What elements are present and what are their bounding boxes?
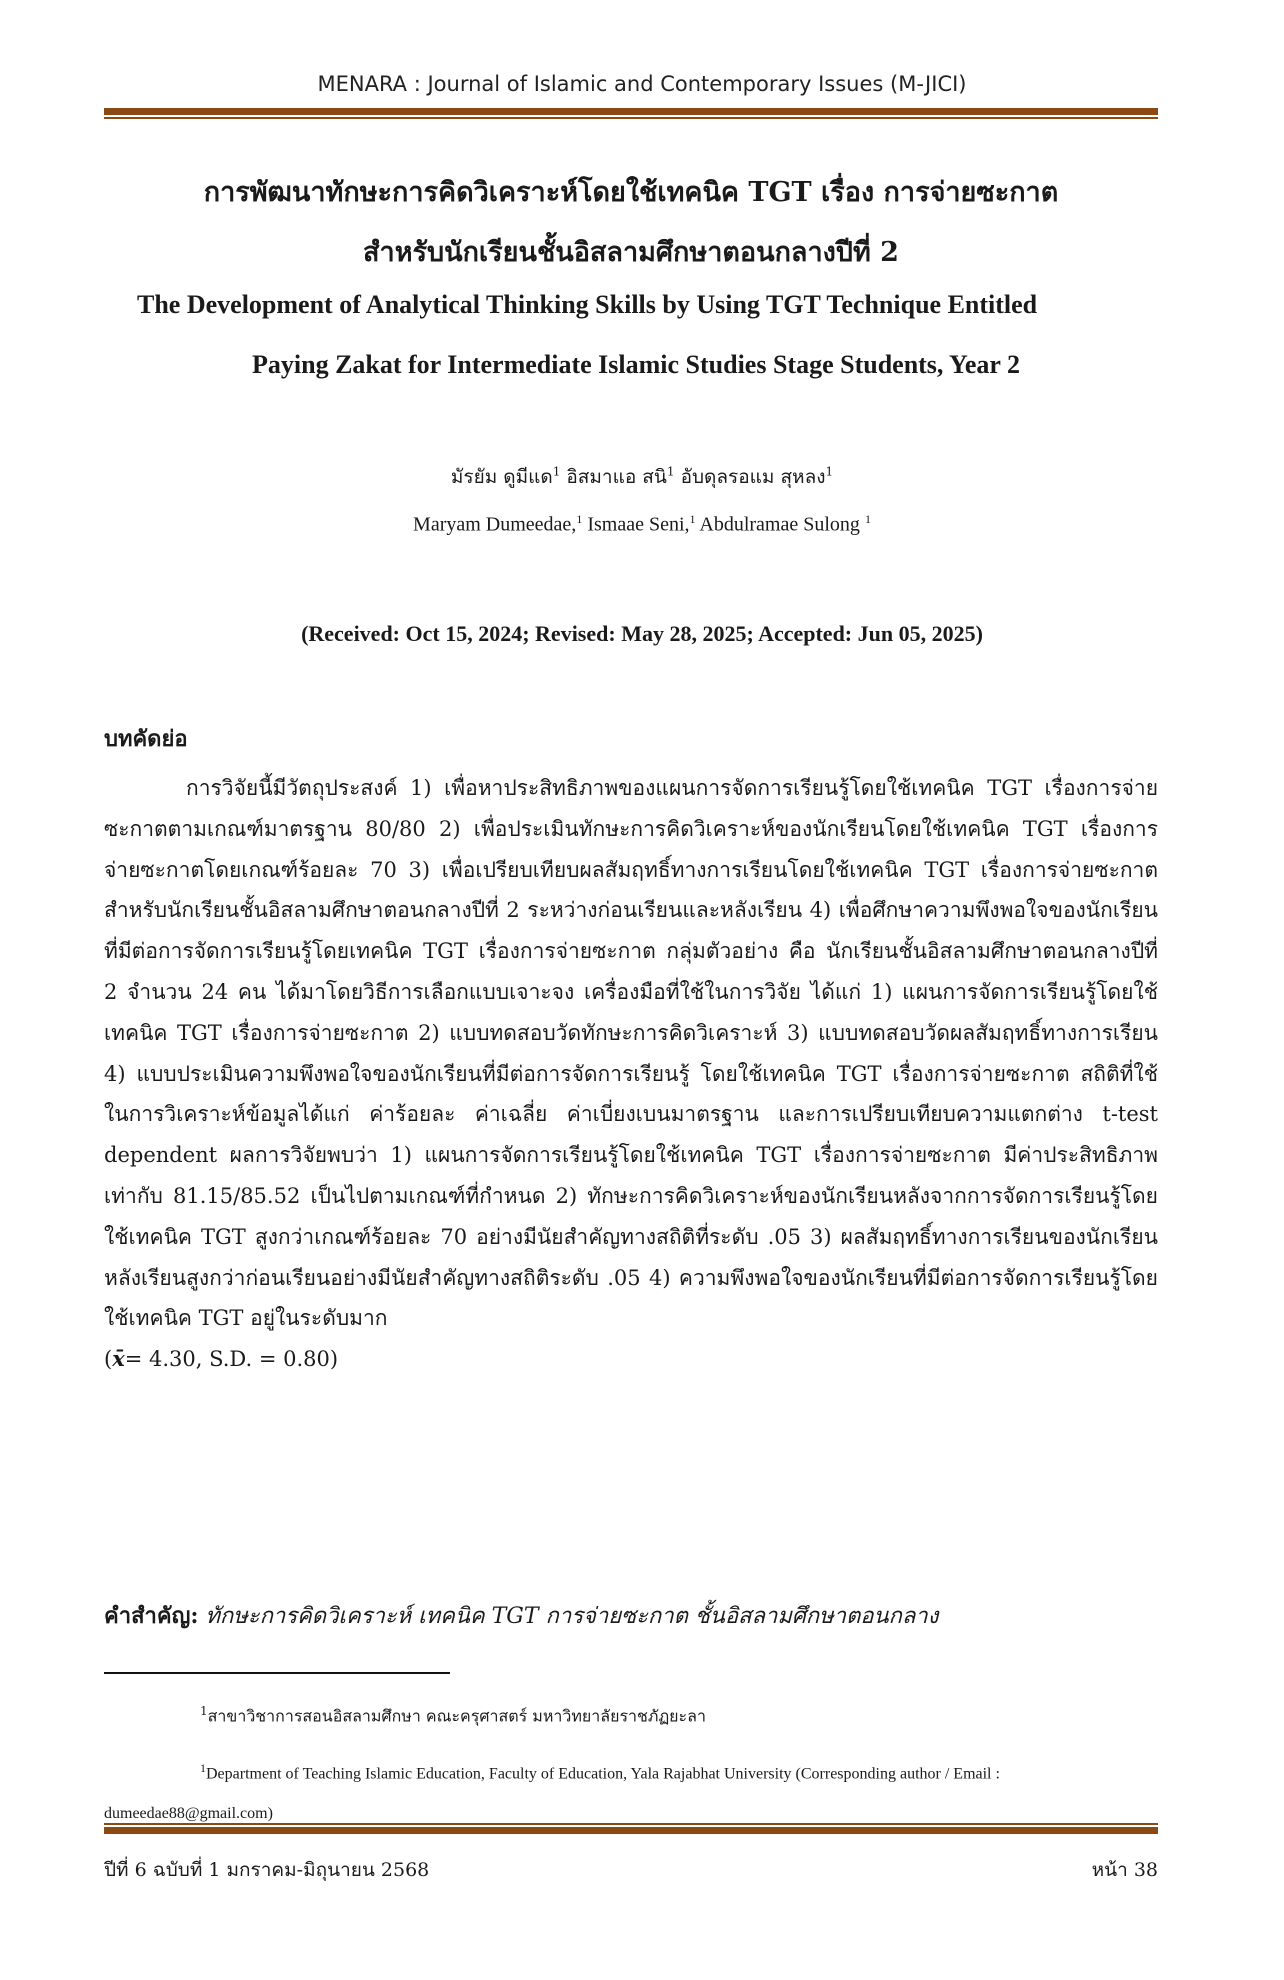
- received-dates: (Received: Oct 15, 2024; Revised: May 28, 2025; Accepted: Jun 05, 2025): [301, 621, 983, 646]
- footer-rule-thin: [104, 1823, 1158, 1825]
- keywords-text: ทักษะการคิดวิเคราะห์ เทคนิค TGT การจ่ายซะกาต ชั้นอิสลามศึกษาตอนกลาง: [198, 1604, 939, 1629]
- stats-values: = 4.30, S.D. = 0.80): [124, 1347, 339, 1372]
- author-english-3: Abdulramae Sulong: [695, 513, 865, 536]
- title-thai-line1: การพัฒนาทักษะการคิดวิเคราะห์โดยใช้เทคนิค TGT เรื่อง การจ่ายซะกาต: [203, 177, 1059, 208]
- footer-page-number: หน้า 38: [1091, 1859, 1158, 1881]
- author-english-1: Maryam Dumeedae,: [413, 513, 577, 536]
- footnote-mark: 1: [200, 1761, 206, 1775]
- authors-thai: [0, 462, 1284, 492]
- footnote-thai-text: สาขาวิชาการสอนอิสลามศึกษา คณะครุศาสตร์ มหาวิทยาลัยราชภัฏยะลา: [207, 1706, 706, 1726]
- title-english-line2: Paying Zakat for Intermediate Islamic Studies Stage Students, Year 2: [252, 350, 1020, 379]
- footnote-divider: [104, 1672, 450, 1674]
- affiliation-mark: 1: [864, 512, 871, 526]
- author-thai-2: อิสมาแอ สนิ: [560, 466, 667, 488]
- title-thai-line2: สำหรับนักเรียนชั้นอิสลามศึกษาตอนกลางปีที่ 2: [363, 237, 899, 268]
- mean-symbol: x̄: [112, 1346, 125, 1372]
- authors-english: [0, 512, 1284, 537]
- abstract-body: [104, 768, 1158, 1380]
- stats-open-paren: (: [104, 1347, 113, 1372]
- footnote-thai: [200, 1704, 706, 1729]
- author-thai-1: มัรยัม ดูมีแด: [450, 466, 553, 488]
- keywords: [104, 1598, 1158, 1633]
- affiliation-mark: 1: [576, 512, 583, 526]
- keywords-label: คำสำคัญ:: [104, 1603, 199, 1629]
- affiliation-mark: 1: [552, 464, 561, 479]
- affiliation-mark: 1: [666, 464, 675, 479]
- affiliation-mark: 1: [689, 512, 696, 526]
- affiliation-mark: 1: [825, 464, 834, 479]
- title-english-line1: The Development of Analytical Thinking Skills by Using TGT Technique Entitled: [137, 290, 1038, 319]
- journal-header: MENARA : Journal of Islamic and Contemporary Issues (M-JICI): [317, 72, 967, 96]
- header-rule-thick: [104, 108, 1158, 115]
- footnote-english-text: Department of Teaching Islamic Education, Faculty of Education, Yala Rajabhat University (Corresponding author / Email : dumeedae88@gmail.com): [104, 1765, 1000, 1823]
- abstract-heading: บทคัดย่อ: [104, 726, 188, 752]
- footnote-english: [104, 1748, 1158, 1834]
- author-thai-3: อับดุลรอแม สุหลง: [674, 466, 826, 488]
- footer-rule-thick: [104, 1827, 1158, 1834]
- abstract-stats-line: [104, 1339, 1158, 1380]
- author-english-2: Ismaae Seni,: [582, 513, 690, 536]
- header-rule-thin: [104, 117, 1158, 119]
- abstract-text: การวิจัยนี้มีวัตถุประสงค์ 1) เพื่อหาประสิทธิภาพของแผนการจัดการเรียนรู้โดยใช้เทคนิค TGT เรื่องการจ่ายซะกาตตามเกณฑ์มาตรฐาน 80/80 2) เพื่อประเมินทักษะการคิดวิเคราะห์ของนักเรียนโดยใช้เทคนิค TGT เรื่องการจ่ายซะกาตโดยเกณฑ์ร้อยละ 70 3) เพื่อเปรียบเทียบผลสัมฤทธิ์ทางการเรียนโดยใช้เทคนิค TGT เรื่องการจ่ายซะกาตสำหรับนักเรียนชั้นอิสลามศึกษาตอนกลางปีที่ 2 ระหว่างก่อนเรียนและหลังเรียน 4) เพื่อศึกษาความพึงพอใจของนักเรียนที่มีต่อการจัดการเรียนรู้โดยเทคนิค TGT เรื่องการจ่ายซะกาต กลุ่มตัวอย่าง คือ นักเรียนชั้นอิสลามศึกษาตอนกลางปีที่ 2 จำนวน 24 คน ได้มาโดยวิธีการเลือกแบบเจาะจง เครื่องมือที่ใช้ในการวิจัย ได้แก่ 1) แผนการจัดการเรียนรู้โดยใช้เทคนิค TGT เรื่องการจ่ายซะกาต 2) แบบทดสอบวัดทักษะการคิดวิเคราะห์ 3) แบบทดสอบวัดผลสัมฤทธิ์ทางการเรียน 4) แบบประเมินความพึงพอใจของนักเรียนที่มีต่อการจัดการเรียนรู้ โดยใช้เทคนิค TGT เรื่องการจ่ายซะกาต สถิติที่ใช้ในการวิเคราะห์ข้อมูลได้แก่ ค่าร้อยละ ค่าเฉลี่ย ค่าเบี่ยงเบนมาตรฐาน และการเปรียบเทียบความแตกต่าง t-test dependent ผลการวิจัยพบว่า 1) แผนการจัดการเรียนรู้โดยใช้เทคนิค TGT เรื่องการจ่ายซะกาต มีค่าประสิทธิภาพเท่ากับ 81.15/85.52 เป็นไปตามเกณฑ์ที่กำหนด 2) ทักษะการคิดวิเคราะห์ของนักเรียนหลังจากการจัดการเรียนรู้โดยใช้เทคนิค TGT สูงกว่าเกณฑ์ร้อยละ 70 อย่างมีนัยสำคัญทางสถิติที่ระดับ .05 3) ผลสัมฤทธิ์ทางการเรียนของนักเรียนหลังเรียนสูงกว่าก่อนเรียนอย่างมีนัยสำคัญทางสถิติระดับ .05 4) ความพึงพอใจของนักเรียนที่มีต่อการจัดการเรียนรู้โดยใช้เทคนิค TGT อยู่ในระดับมาก: [104, 776, 1158, 1331]
- footnote-mark: 1: [200, 1704, 208, 1718]
- footer-issue: ปีที่ 6 ฉบับที่ 1 มกราคม-มิถุนายน 2568: [104, 1859, 430, 1881]
